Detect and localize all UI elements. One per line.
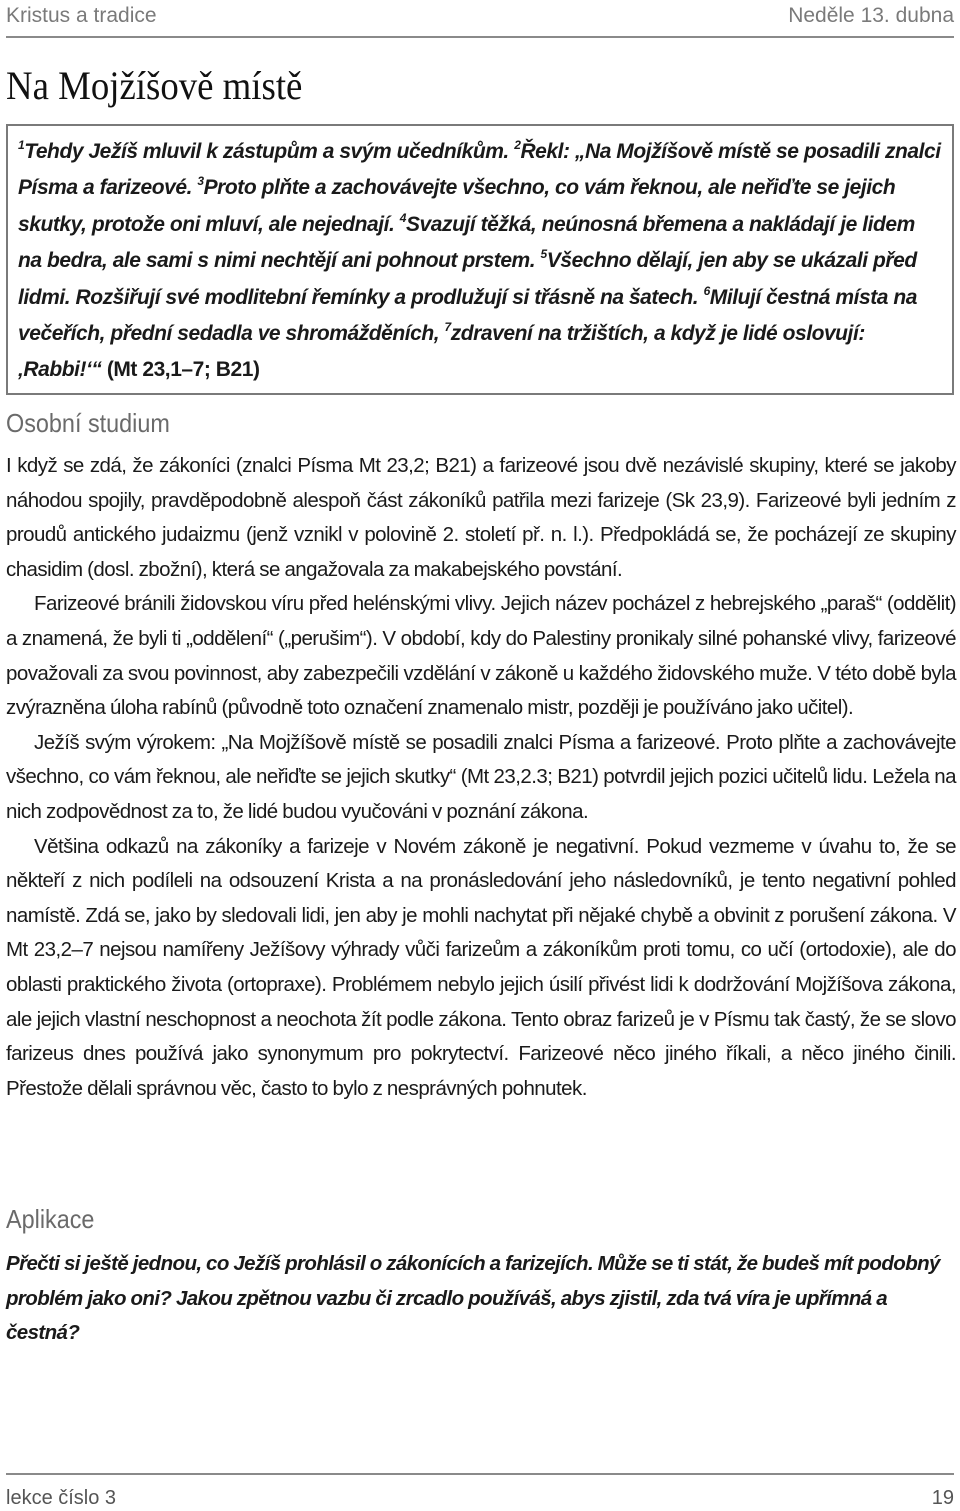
study-paragraph: Farizeové bránili židovskou víru před helénskými vlivy. Jejich název pocházel z hebrejského „paraš“ (oddělit) a znamená, že byli ti „oddělení“ („perušim“). V období, kdy do Palestiny pronikaly silné pohanské vlivy, farizeové považovali za svou povinnost, aby zabezpečili vzdělání v zákoně u každého židovského muže. V této době byla zvýrazněna úloha rabínů (původně toto označení znamenalo mistr, později je používáno jako učitel).: [6, 592, 956, 720]
page-title: Na Mojžíšově místě: [6, 63, 303, 108]
verse-number: 5: [540, 247, 547, 262]
verse-number: 7: [444, 320, 451, 335]
verse-text: Všechno dělají, jen aby se ukázali před lidmi. Rozšiřují své modlitební řemínky a prodlužují si třásně na šatech.: [18, 249, 917, 309]
verse-text: Proto plňte a zachovávejte všechno, co vám řeknou, ale neřiďte se jejich skutky, protože oni mluví, ale nejednají.: [18, 176, 896, 236]
verse-number: 4: [399, 210, 406, 225]
application-heading: Aplikace: [6, 1204, 95, 1234]
verse-number: 1: [18, 138, 25, 152]
header-section-title: Kristus a tradice: [6, 4, 157, 27]
scripture-box: [6, 124, 954, 395]
page-header: [6, 0, 954, 34]
verse-text: Milují čestná místa na večeřích, přední sedadla ve shromážděních,: [18, 285, 917, 346]
verse-number: 3: [197, 174, 204, 189]
scripture-reference: (Mt 23,1–7; B21): [101, 358, 260, 382]
verse-number: 2: [514, 138, 521, 152]
study-paragraph: Ježíš svým výrokem: „Na Mojžíšově místě se posadili znalci Písma a farizeové. Proto plňte a zachovávejte všechno, co vám řeknou, ale neřiďte se jejich skutky“ (Mt 23,2.3; B21) potvrdil jejich pozici učitelů lidu. Ležela na nich zodpovědnost za to, že lidé budou vyučováni v poznání zákona.: [6, 730, 956, 823]
verse-text: zdravení na tržištích, a když je lidé oslovují: ‚Rabbi!‘“: [18, 322, 865, 382]
study-paragraph: I když se zdá, že zákoníci (znalci Písma Mt 23,2; B21) a farizeové jsou dvě nezávislé skupiny, které se jakoby náhodou spojily, pravděpodobně alespoň část zákoníků patřila mezi farizeje (Sk 23,9). Farizeové byli jedním z proudů antického judaizmu (jenž vznikl v polovině 2. století př. n. l.). Předpokládá se, že pocházejí ze skupiny chasidim (dosl. zbožní), která se angažovala za makabejského povstání.: [6, 454, 956, 581]
verse-text: Řekl: „Na Mojžíšově místě se posadili znalci Písma a farizeové.: [18, 140, 941, 200]
page-number: 19: [931, 1487, 954, 1509]
study-heading: Osobní studium: [6, 408, 170, 438]
verse-text: Svazují těžká, neúnosná břemena a nakládají je lidem na bedra, ale sami s nimi nechtějí ani pohnout prstem.: [18, 212, 915, 273]
verse-number: 6: [703, 283, 710, 298]
header-date: Neděle 13. dubna: [788, 4, 954, 27]
footer-rule: [6, 1473, 954, 1475]
study-body: [6, 449, 956, 1106]
header-rule: [6, 36, 954, 38]
verse-text: Tehdy Ježíš mluvil k zástupům a svým učedníkům.: [24, 140, 515, 163]
application-text: Přečti si ještě jednou, co Ježíš prohlásil o zákonících a farizejích. Může se ti stát, že budeš mít podobný problém jako oni? Jakou zpětnou vazbu či zrcadlo používáš, abys zjistil, zda tvá víra je upřímná a čestná?: [6, 1252, 940, 1344]
study-paragraph: Většina odkazů na zákoníky a farizeje v Novém zákoně je negativní. Pokud vezmeme v úvahu to, že se někteří z nich podíleli na odsouzení Krista a na pronásledování jeho následovníků, je tento negativní pohled namístě. Zdá se, jako by sledovali lidi, jen aby je mohli nachytat při nějaké chybě a obvinit z porušení zákona. V Mt 23,2–7 nejsou namířeny Ježíšovy výhrady vůči farizeům a zákoníkům proti tomu, co učí (ortodoxie), ale do oblasti praktického života (ortopraxe). Problémem nebylo jejich úsilí přivést lidi k dodržování Mojžíšova zákona, ale jejich vlastní neschopnost a neochota žít podle zákona. Tento obraz farizeů je v Písmu tak častý, že se slovo farizeus dnes používá jako synonymum pro pokrytectví. Farizeové něco jiného říkali, a něco jiného činili. Přestože dělali správnou věc, často to bylo z nesprávných pohnutek.: [6, 834, 956, 1100]
lesson-number: lekce číslo 3: [6, 1487, 117, 1509]
